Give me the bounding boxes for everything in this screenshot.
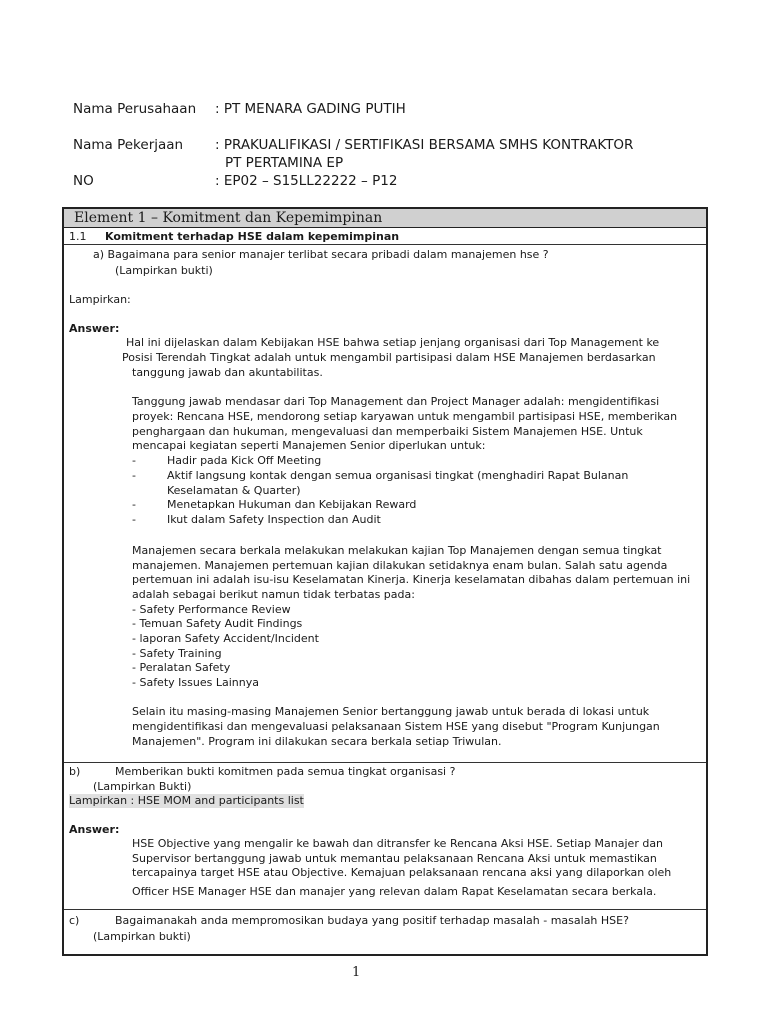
answer-a-line: penghargaan dan hukuman, mengevaluasi dan memperbaiki Sistem Manajemen HSE. Untuk [132, 425, 643, 438]
job-label: Nama Pekerjaan [73, 137, 184, 153]
answer-b-line: Supervisor bertanggung jawab untuk memantau pelaksanaan Rencana Aksi untuk memastikan [132, 852, 657, 865]
answer-a-line: proyek: Rencana HSE, mendorong setiap karyawan untuk mengambil partisipasi HSE, memberikan [132, 410, 678, 423]
answer-a-line: Hal ini dijelaskan dalam Kebijakan HSE bahwa setiap jenjang organisasi dari Top Management ke [126, 336, 660, 349]
answer-a-line: tanggung jawab dan akuntabilitas. [132, 366, 323, 379]
row-divider [64, 244, 706, 245]
no-value: : EP02 – S15LL22222 – P12 [215, 173, 398, 189]
row-divider [64, 762, 706, 763]
question-b-lampiran: Lampirkan : HSE MOM and participants list [69, 794, 304, 807]
answer-a-line: Posisi Terendah Tingkat adalah untuk mengambil partisipasi dalam HSE Manajemen berdasarkan [122, 351, 656, 364]
question-b: Memberikan bukti komitmen pada semua tingkat organisasi ? [115, 765, 456, 778]
question-b-letter: b) [69, 765, 81, 778]
questionnaire-table [62, 207, 708, 956]
company-value: : PT MENARA GADING PUTIH [215, 101, 406, 117]
element-header-row [64, 209, 706, 228]
agenda-item: - Safety Issues Lainnya [132, 676, 259, 689]
answer-a-line: adalah sebagai berikut namun tidak terbatas pada: [132, 588, 415, 601]
job-value-cont: PT PERTAMINA EP [225, 155, 344, 171]
section-title: Komitment terhadap HSE dalam kepemimpinan [105, 230, 400, 243]
answer-a-line: mengidentifikasi dan mengevaluasi pelaksanaan Sistem HSE yang disebut "Program Kunjungan [132, 720, 660, 733]
answer-a-line: manajemen. Manajemen pertemuan kajian dilakukan setidaknya enam bulan. Salah satu agenda [132, 559, 668, 572]
question-b-answer-label: Answer: [69, 823, 120, 836]
dash-bullet: - [132, 454, 136, 467]
answer-b-line: tercapainya target HSE atau Objective. Kemajuan pelaksanaan rencana aksi yang dilaporkan oleh [132, 866, 672, 879]
answer-b-line: Officer HSE Manager HSE dan manajer yang relevan dalam Rapat Keselamatan secara berkala. [132, 885, 657, 898]
dash-item: Aktif langsung kontak dengan semua organisasi tingkat (menghadiri Rapat Bulanan [167, 469, 629, 482]
dash-item: Menetapkan Hukuman dan Kebijakan Reward [167, 498, 417, 511]
agenda-item: - Safety Performance Review [132, 603, 291, 616]
agenda-item: - Temuan Safety Audit Findings [132, 617, 303, 630]
answer-a-line: Selain itu masing-masing Manajemen Senior bertanggung jawab untuk berada di lokasi untuk [132, 705, 650, 718]
no-label: NO [73, 173, 94, 189]
question-c-bukti: (Lampirkan bukti) [93, 930, 191, 943]
answer-a-line: Manajemen". Program ini dilakukan secara berkala setiap Triwulan. [132, 735, 502, 748]
dash-bullet: - [132, 513, 136, 526]
answer-a-line: pertemuan ini adalah isu-isu Keselamatan Kinerja. Kinerja keselamatan dibahas dalam pertemuan ini [132, 573, 691, 586]
dash-bullet: - [132, 498, 136, 511]
agenda-item: - Safety Training [132, 647, 222, 660]
question-a-answer-label: Answer: [69, 322, 120, 335]
question-a-lampiran: Lampirkan: [69, 293, 131, 306]
question-a: a) Bagaimana para senior manajer terlibat secara pribadi dalam manajemen hse ? [93, 248, 549, 261]
page-number: 1 [352, 965, 361, 980]
company-label: Nama Perusahaan [73, 101, 197, 117]
section-number: 1.1 [69, 230, 87, 243]
dash-item: Hadir pada Kick Off Meeting [167, 454, 322, 467]
question-a-bukti: (Lampirkan bukti) [115, 264, 213, 277]
question-b-bukti: (Lampirkan Bukti) [93, 780, 192, 793]
answer-b-line: HSE Objective yang mengalir ke bawah dan ditransfer ke Rencana Aksi HSE. Setiap Manajer dan [132, 837, 664, 850]
answer-a-line: Manajemen secara berkala melakukan melakukan kajian Top Manajemen dengan semua tingkat [132, 544, 662, 557]
job-value: : PRAKUALIFIKASI / SERTIFIKASI BERSAMA SMHS KONTRAKTOR [215, 137, 634, 153]
answer-a-line: Tanggung jawab mendasar dari Top Management dan Project Manager adalah: mengidentifikasi [132, 395, 660, 408]
row-divider [64, 909, 706, 910]
dash-item: Keselamatan & Quarter) [167, 484, 301, 497]
question-c-letter: c) [69, 914, 80, 927]
element-title: Element 1 – Komitment dan Kepemimpinan [74, 210, 383, 226]
agenda-item: - laporan Safety Accident/Incident [132, 632, 319, 645]
dash-item: Ikut dalam Safety Inspection dan Audit [167, 513, 381, 526]
dash-bullet: - [132, 469, 136, 482]
question-c: Bagaimanakah anda mempromosikan budaya yang positif terhadap masalah - masalah HSE? [115, 914, 629, 927]
agenda-item: - Peralatan Safety [132, 661, 231, 674]
answer-a-line: mencapai kegiatan seperti Manajemen Senior diperlukan untuk: [132, 439, 486, 452]
